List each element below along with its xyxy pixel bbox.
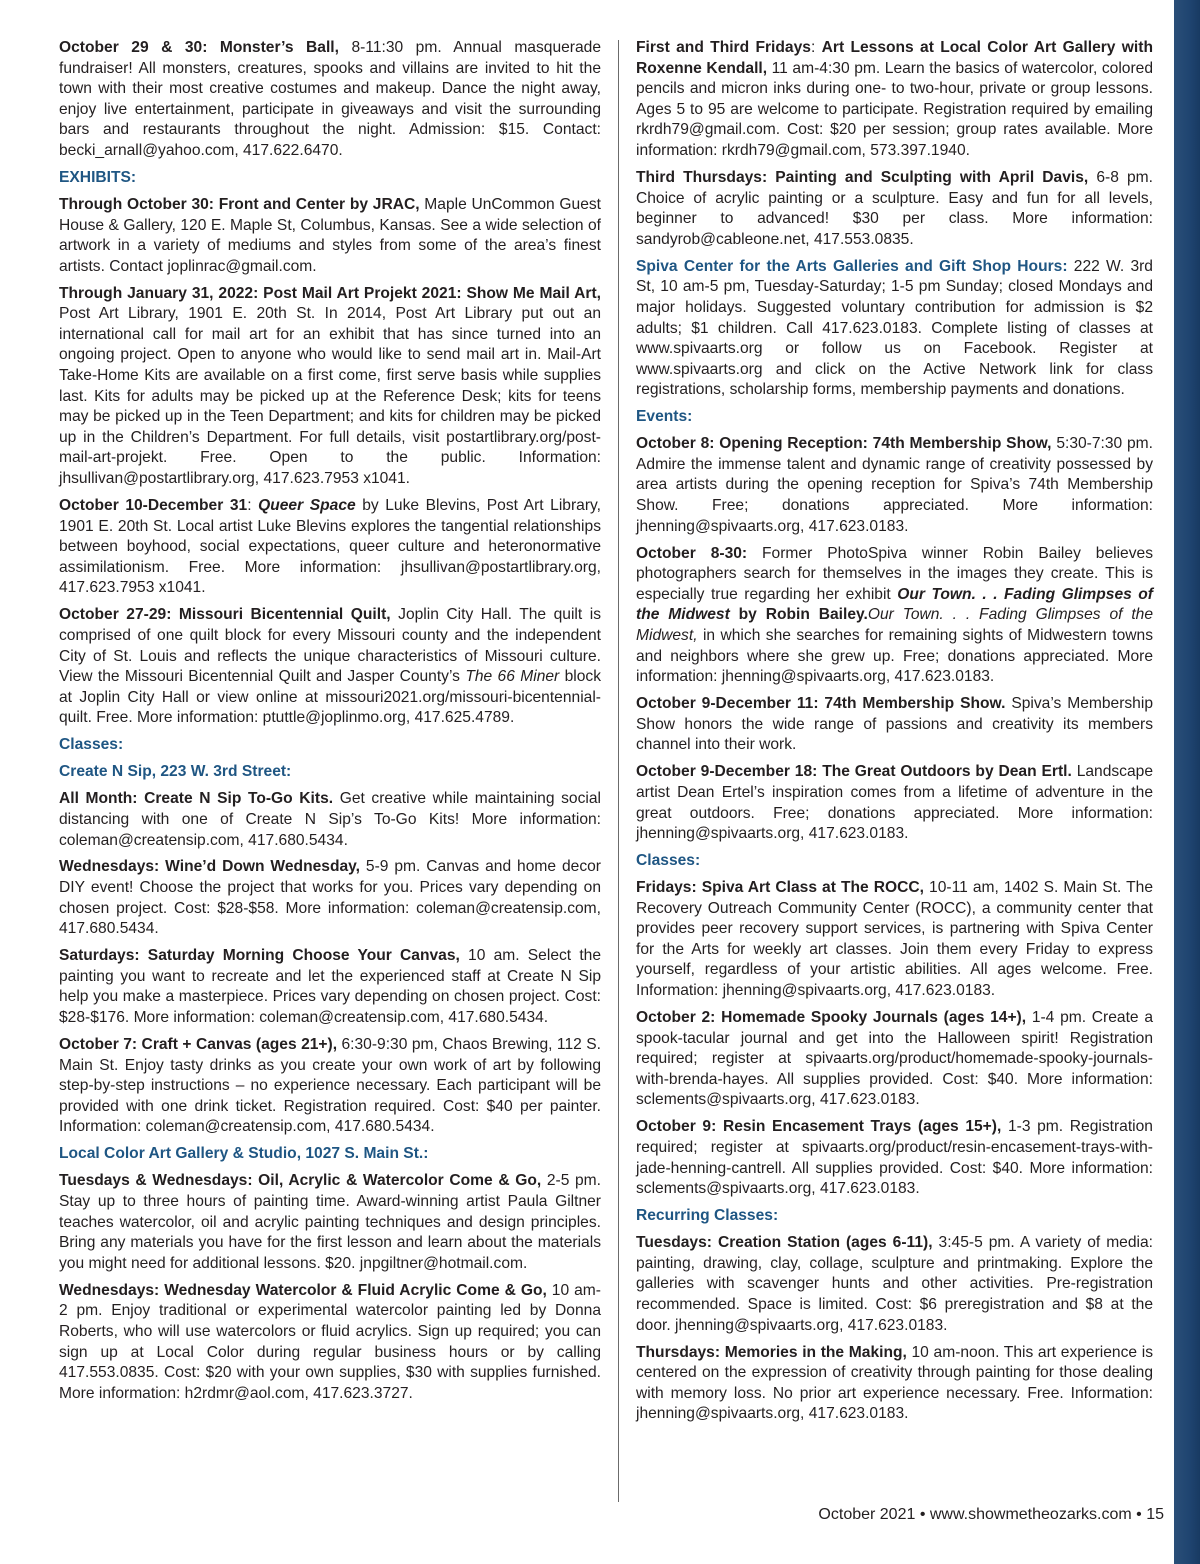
event-title: Through January 31, 2022: Post Mail Art Projekt 2021: Show Me Mail Art, (59, 284, 601, 302)
venue-heading: Spiva Center for the Arts Galleries and Gift Shop Hours: (636, 257, 1068, 275)
listing-entry (636, 1343, 1153, 1425)
event-details: Spiva’s Membership Show honors the wide range of passions and creativity its members channel into their work. (636, 695, 1153, 754)
event-title: All Month: Create N Sip To-Go Kits. (59, 790, 334, 808)
listing-entry (636, 38, 1153, 162)
listing-entry (636, 168, 1153, 250)
event-title: October 29 & 30: Monster’s Ball, (59, 39, 339, 56)
event-title: October 9-December 11: 74th Membership Show. (636, 695, 1006, 713)
listing-entry (636, 694, 1153, 756)
event-title: Thursdays: Memories in the Making, (636, 1343, 907, 1361)
event-title: Tuesdays & Wednesdays: Oil, Acrylic & Watercolor Come & Go, (59, 1172, 542, 1190)
listing-entry (636, 878, 1153, 1002)
event-title: Third Thursdays: Painting and Sculpting with April Davis, (636, 168, 1089, 186)
event-details: 1-3 pm. Registration required; register at spivaarts.org/product/resin-encasement-trays-with-jade-henning-cantrell. All supplies provided. Cost: $40. More information: sclements@spivaarts.org, 417.623.0183. (636, 1118, 1153, 1198)
event-details: 2-5 pm. Stay up to three hours of painting time. Award-winning artist Paula Giltner teaches watercolor, oil and acrylic painting techniques and design principles. Bring any materials you have for the first lesson and learn about the materials you might need for additional lessons. $20. jnpgiltner@hotmail.com. (59, 1172, 601, 1272)
event-details: block at Joplin City Hall or view online at missouri2021.org/missouri-bicentennial-quilt. Free. More information: ptuttle@joplinmo.org, 417.625.4789. (59, 668, 601, 727)
event-details: Maple UnCommon Guest House & Gallery, 120 E. Maple St, Columbus, Kansas. See a wide selection of artwork in a variety of mediums and styles from some of the area’s finest artists. Contact joplinrac@gmail.com. (59, 195, 602, 275)
section-heading: Events: (636, 408, 693, 426)
event-title: October 7: Craft + Canvas (ages 21+), (59, 1036, 338, 1054)
event-details: Get creative while maintaining social distancing with one of Create N Sip’s To-Go Kits! More information: coleman@creatensip.com, 417.680.5434. (59, 790, 601, 849)
event-details: 6-8 pm. Choice of acrylic painting or a sculpture. Easy and fun for all levels, beginner to advanced! $30 per class. More information: sandyrob@cableone.net, 417.553.0835. (636, 168, 1153, 248)
event-details: Post Art Library, 1901 E. 20th St. In 2014, Post Art Library put out an international call for mail art for an exhibit that has since turned into an ongoing project. Open to anyone who would like to send mail art in. Mail-Art Take-Home Kits are available on a first come, first serve basis while supplies last. Kits for adults may be picked up at the Reference Desk; kits for teens may be picked up in the Teen Department; and kits for children may be picked up in the Children’s Department. For full details, visit postartlibrary.org/post-mail-art-projekt. Free. Open to the public. Information: jhsullivan@postartlibrary.org, 417.623.7953 x1041. (59, 305, 601, 488)
event-details: in which she searches for remaining sights of Midwestern towns and neighbors where she grew up. Free; donations appreciated. More information: jhenning@spivaarts.org, 417.623.0183. (636, 626, 1153, 686)
section-heading: Classes: (636, 852, 701, 870)
listing-entry (59, 946, 601, 1028)
event-title: by Robin Bailey. (729, 606, 868, 624)
listing-entry (636, 434, 1153, 537)
event-title: Wednesdays: Wine’d Down Wednesday, (59, 858, 360, 876)
listing-entry (636, 762, 1153, 844)
listing-entry (636, 1117, 1153, 1199)
event-details: 222 W. 3rd St, 10 am-5 pm, Tuesday-Saturday; 1-5 pm Sunday; closed Mondays and major holidays. Suggested voluntary contribution for admission is $2 adults; $1 children. Call 417.623.0183. Complete listing of classes at www.spivaarts.org or follow us on Facebook. Register at www.spivaarts.org and click on the Active Network link for class registrations, scholarship forms, membership payments and donations. (636, 257, 1153, 399)
section-heading: Local Color Art Gallery & Studio, 1027 S. Main St.: (59, 1145, 429, 1163)
event-title: October 10-December 31 (59, 497, 248, 515)
right-edge-color-bar (1174, 0, 1200, 1564)
listing-entry (636, 257, 1153, 401)
event-details: 8-11:30 pm. Annual masquerade fundraiser! All monsters, creatures, spooks and villains are invited to hit the town with their most creative costumes and makeup. Dance the night away, enjoy live entertainment, participate in giveaways and visit the surrounding bars and restaurants throughout the night. Admission: $15. Contact: becki_arnall@yahoo.com, 417.622.6470. (59, 39, 602, 159)
listing-entry (636, 1008, 1153, 1111)
event-title-italic: Queer Space (258, 497, 356, 515)
event-details: : (810, 39, 822, 56)
listing-entry (59, 195, 601, 277)
event-title-italic: Our Town. . . Fading Glimpses of the Midwest (636, 585, 1153, 624)
listing-entry (636, 544, 1153, 688)
listing-entry (59, 1035, 601, 1138)
event-title: Wednesdays: Wednesday Watercolor & Fluid Acrylic Come & Go, (59, 1281, 547, 1299)
listing-entry (59, 605, 601, 729)
event-details: 10 am-noon. This art experience is centered on the expression of creativity through painting for those dealing with memory loss. No prior art experience necessary. Free. Information: jhenning@spivaarts.org, 417.623.0183. (636, 1343, 1154, 1423)
listing-entry (59, 857, 601, 939)
event-title: First and Third Fridays (636, 39, 811, 56)
event-title: October 2: Homemade Spooky Journals (ages 14+), (636, 1009, 1027, 1027)
listing-entry (59, 38, 601, 162)
event-details: 10-11 am, 1402 S. Main St. The Recovery Outreach Community Center (ROCC), a community center that provides peer recovery support services, is partnering with Spiva Center for the Arts for weekly art classes. Join them every Friday to express yourself, regardless of your artistic abilities. All ages welcome. Free. Information: jhenning@spivaarts.org, 417.623.0183. (636, 879, 1153, 1000)
section-heading: Classes: (59, 736, 124, 754)
column-divider (618, 40, 619, 1502)
event-title: Fridays: Spiva Art Class at The ROCC, (636, 879, 924, 897)
event-title: Saturdays: Saturday Morning Choose Your Canvas, (59, 947, 460, 965)
event-details: 6:30-9:30 pm, Chaos Brewing, 112 S. Main St. Enjoy tasty drinks as you create your own work of art by following step-by-step instructions – no experience necessary. Each participant will be provided with one drink ticket. Registration required. Cost: $40 per painter. Information: coleman@creatensip.com, 417.680.5434. (59, 1036, 601, 1136)
event-details: by Luke Blevins, Post Art Library, 1901 E. 20th St. Local artist Luke Blevins explores the tangential relationships between boyhood, social expectations, queer culture and heteronormative assimilationism. Free. More information: jhsullivan@postartlibrary.org, 417.623.7953 x1041. (59, 497, 601, 597)
listing-entry (636, 1233, 1153, 1336)
left-column (59, 38, 601, 1411)
event-details: 5:30-7:30 pm. Admire the immense talent and dynamic range of creativity possessed by area artists during the opening reception for Spiva’s 74th Membership Show. Free; donations appreciated. More information: jhenning@spivaarts.org, 417.623.0183. (636, 435, 1154, 535)
event-title: Tuesdays: Creation Station (ages 6-11), (636, 1234, 933, 1252)
event-title: Through October 30: Front and Center by JRAC, (59, 195, 420, 213)
italic-title: Our Town. . . Fading Glimpses of the Midwest, (636, 606, 1153, 644)
page-footer: October 2021 • www.showmetheozarks.com • 15 (818, 1506, 1164, 1523)
event-details: 10 am. Select the painting you want to recreate and let the experienced staff at Create N Sip help you make a masterpiece. Prices vary depending on chosen project. Cost: $28-$176. More information: coleman@creatensip.com, 417.680.5434. (59, 947, 601, 1027)
listing-entry (59, 1171, 601, 1274)
listing-entry (59, 1281, 601, 1405)
event-title: Art Lessons at Local Color Art Gallery with Roxenne Kendall, (636, 39, 1153, 77)
listing-entry (59, 284, 601, 490)
event-details: 5-9 pm. Canvas and home decor DIY event! Choose the project that works for you. Prices vary depending on chosen project. Cost: $28-$58. More information: coleman@creatensip.com, 417.680.5434. (59, 858, 601, 938)
italic-title: The 66 Miner (465, 668, 560, 686)
right-column (636, 38, 1153, 1431)
section-heading: Recurring Classes: (636, 1207, 779, 1225)
event-details: Landscape artist Dean Ertel’s inspiration comes from a lifetime of adventure in the great outdoors. Free; donations appreciated. More information: jhenning@spivaarts.org, 417.623.0183. (636, 763, 1153, 843)
event-details: 3:45-5 pm. A variety of media: painting, drawing, clay, collage, sculpture and printmaking. Explore the galleries with scavenger hunts and other activities. Pre-registration recommended. Space is limited. Cost: $6 preregistration and $8 at the door. jhenning@spivaarts.org, 417.623.0183. (636, 1234, 1153, 1334)
event-details: 1-4 pm. Create a spook-tacular journal and get into the Halloween spirit! Registration required; register at spivaarts.org/product/homemade-spooky-journals-with-brenda-hayes. All supplies provided. Cost: $40. More information: sclements@spivaarts.org, 417.623.0183. (636, 1009, 1153, 1109)
event-title: October 9: Resin Encasement Trays (ages 15+), (636, 1118, 1002, 1136)
listing-entry (59, 496, 601, 599)
section-heading: EXHIBITS: (59, 168, 137, 186)
event-title: October 27-29: Missouri Bicentennial Quilt, (59, 606, 391, 624)
event-details: : (247, 497, 259, 515)
event-details: Former PhotoSpiva winner Robin Bailey believes photographers search for themselves in the images they create. This is especially true regarding her exhibit (636, 544, 1153, 603)
event-title: October 8: Opening Reception: 74th Membership Show, (636, 435, 1052, 453)
event-details: 10 am-2 pm. Enjoy traditional or experimental watercolor painting led by Donna Roberts, who will use watercolors or fluid acrylics. Sign up required; you can sign up at Local Color during regular business hours or by calling 417.553.0835. Cost: $20 with your own supplies, $30 with supplies furnished. More information: h2rdmr@aol.com, 417.623.3727. (59, 1281, 601, 1402)
event-title: October 8-30: (636, 544, 763, 562)
listing-entry (59, 789, 601, 851)
section-heading: Create N Sip, 223 W. 3rd Street: (59, 763, 292, 781)
event-details: Joplin City Hall. The quilt is comprised of one quilt block for every Missouri county and the independent City of St. Louis and reflects the unique characteristics of Missouri culture. View the Missouri Bicentennial Quilt and Jasper County’s (59, 606, 601, 686)
event-title: October 9-December 18: The Great Outdoors by Dean Ertl. (636, 763, 1072, 781)
event-details: 11 am-4:30 pm. Learn the basics of watercolor, colored pencils and micron inks during one- to two-hour, private or group lessons. Ages 5 to 95 are welcome to participate. Registration required by emailing rkrdh79@gmail.com. Cost: $20 per session; group rates available. More information: rkrdh79@gmail.com, 573.397.1940. (636, 59, 1153, 159)
